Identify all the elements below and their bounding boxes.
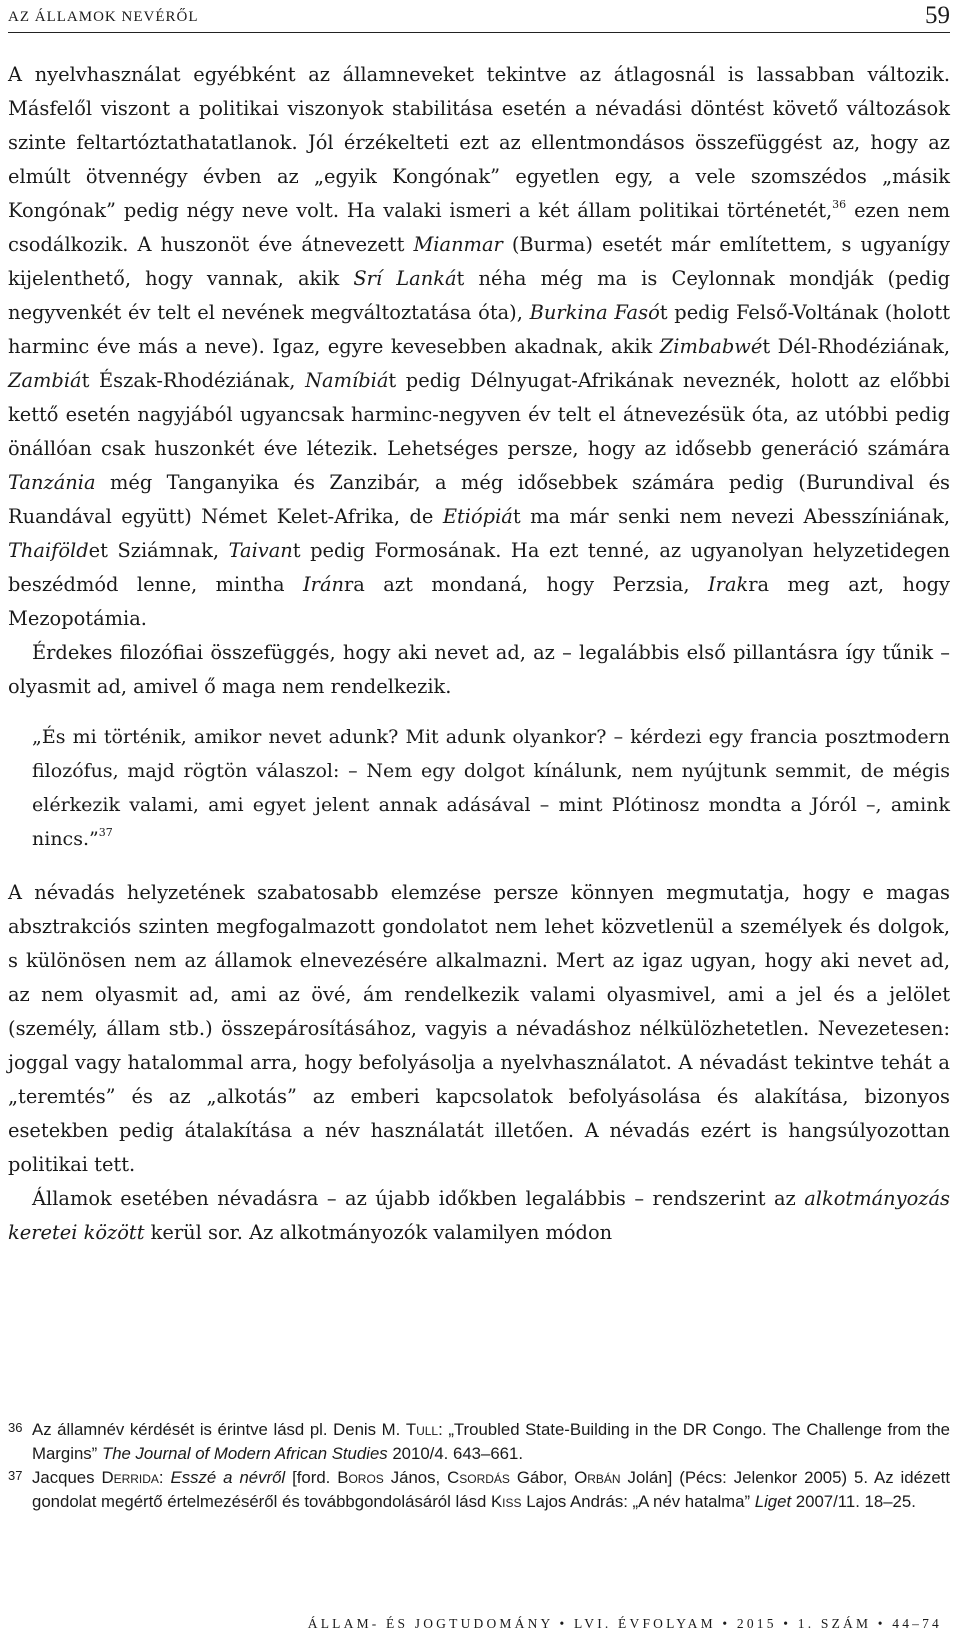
text-run: Lajos András: „A név hatalma” bbox=[521, 1492, 755, 1511]
text-run: Jolán] (Pécs: Jelenkor 2005) 5. Az idézett gondolat megértő értelmezéséről és továbbgondolásáról lásd bbox=[32, 1468, 950, 1511]
text-run: t Észak-Rhodéziának, bbox=[81, 369, 306, 392]
country-name-italic: Mianmar bbox=[413, 233, 503, 256]
page-header bbox=[8, 2, 950, 33]
country-name-italic: Irak bbox=[708, 573, 749, 596]
text-run: ra azt mondaná, hogy Perzsia, bbox=[344, 573, 708, 596]
text-run: : „Troubled State-Building in the DR Congo. The Challenge from the Margins” bbox=[32, 1420, 950, 1463]
country-name-italic: Namíbiá bbox=[305, 369, 389, 392]
country-name-italic: Irán bbox=[303, 573, 344, 596]
block-quote bbox=[32, 720, 950, 856]
text-run: et Sziámnak, bbox=[88, 539, 229, 562]
text-run: még Tanganyika és Zanzibár, a még idősebbek számára pedig (Burundival és Ruandával együtt) Német Kelet-Afrika, de bbox=[8, 471, 950, 528]
footnote-number: 37 bbox=[8, 1468, 23, 1483]
journal-title: Liget bbox=[754, 1492, 792, 1511]
country-name-italic: Burkina Fasó bbox=[529, 301, 660, 324]
text-run: Államok esetében névadásra – az újabb időkben legalábbis – rendszerint az bbox=[32, 1187, 805, 1210]
text-run: (Burma) esetét már említettem, s ugyanígy kijelenthető, hogy vannak, akik bbox=[8, 233, 950, 290]
translator-smallcaps: Orbán bbox=[574, 1468, 621, 1487]
text-run: ra meg azt, hogy Mezopotámia. bbox=[8, 573, 951, 630]
text-run: János, bbox=[383, 1468, 448, 1487]
journal-title: The Journal of Modern African Studies bbox=[101, 1444, 388, 1463]
spacer bbox=[8, 856, 950, 876]
author-smallcaps: Tull bbox=[405, 1420, 439, 1439]
paragraph-3: A névadás helyzetének szabatosabb elemzése persze könnyen megmutatja, hogy e magas absztrakciós szinten megfogalmazott gondolatot nem lehet közvetlenül a személyek és dolgok, s különösen nem az államok elnevezésére alkalmazni. Mert az igaz ugyan, hogy aki nevet ad, az nem olyasmit ad, ami az övé, ám rendelkezik valami olyasmivel, ami a jel és a jelölet (személy, állam stb.) összepárosításához, vagyis a névadáshoz nélkülözhetetlen. Nevezetesen: joggal vagy hatalommal arra, hogy befolyásolja a nyelvhasználatot. A névadást tekintve tehát a „teremtés” és az „alkotás” az emberi kapcsolatok befolyásolása és alakítása, bizonyos esetekben pedig átalakítása a név használatát illetően. A névadás ezért is hangsúlyozottan politikai tett. bbox=[8, 881, 950, 1176]
text-run: t pedig Délnyugat-Afrikának neveznék, holott az előbbi kettő esetén nagyjából ugyancsak harminc-negyven év telt el átnevezésük óta, az utóbbi pedig önállóan csak huszonkét éve létezik. Lehetséges persze, hogy az idősebb generáció számára bbox=[8, 369, 950, 460]
main-text bbox=[8, 58, 950, 1250]
country-name-italic: Taivan bbox=[228, 539, 293, 562]
text-run: 2010/4. 643–661. bbox=[387, 1444, 523, 1463]
footnote-number: 36 bbox=[8, 1420, 23, 1435]
author-smallcaps: Kiss bbox=[490, 1492, 522, 1511]
text-run: kerül sor. Az alkotmányozók valamilyen módon bbox=[144, 1221, 613, 1244]
footnote-36 bbox=[8, 1418, 950, 1466]
country-name-italic: Srí Lanká bbox=[353, 267, 457, 290]
text-run: t pedig Formosának. Ha ezt tenné, az ugyanolyan helyzetidegen beszédmód lenne, mintha bbox=[8, 539, 950, 596]
text-run: t ma már senki nem nevezi Abesszíniának, bbox=[512, 505, 950, 528]
text-run: : bbox=[158, 1468, 171, 1487]
text-run: 2007/11. 18–25. bbox=[791, 1492, 916, 1511]
text-run: t Dél-Rhodéziának, bbox=[762, 335, 950, 358]
text-run: t néha még ma is Ceylonnak mondják (pedig negyvenkét év telt el nevének megváltoztatása óta), bbox=[8, 267, 950, 324]
text-run: Gábor, bbox=[509, 1468, 575, 1487]
paragraph-4 bbox=[8, 1182, 950, 1250]
translator-smallcaps: Csordás bbox=[447, 1468, 510, 1487]
country-name-italic: Zimbabwé bbox=[659, 335, 763, 358]
footnote-ref-37[interactable]: 37 bbox=[98, 826, 113, 839]
journal-footer: ÁLLAM- ÉS JOGTUDOMÁNY • LVI. ÉVFOLYAM • 2015 • 1. SZÁM • 44–74 bbox=[307, 1616, 942, 1631]
book-title: Esszé a névről bbox=[170, 1468, 286, 1487]
text-run: A nyelvhasználat egyébként az államneveket tekintve az átlagosnál is lassabban változik. Másfelől viszont a politikai viszonyok stabilitása esetén a névadási döntést követő változások szinte feltartóztathatatlanok. Jól érzékelteti ezt az ellentmondásos összefüggést az, hogy az elmúlt ötvennégy évben az „egyik Kongónak” egyetlen egy, a vele szomszédos „másik Kongónak” pedig négy neve volt. Ha valaki ismeri a két állam politikai történetét, bbox=[8, 63, 950, 222]
page-number: 59 bbox=[925, 2, 950, 29]
text-run: t pedig Felső-Voltának (holott harminc éve más a neve). Igaz, egyre kevesebben akadnak, akik bbox=[8, 301, 950, 358]
footnotes bbox=[8, 1418, 950, 1514]
translator-smallcaps: Boros bbox=[337, 1468, 384, 1487]
text-run: Jacques bbox=[32, 1468, 102, 1487]
country-name-italic: Thaiföld bbox=[8, 539, 89, 562]
country-name-italic: Etiópiá bbox=[442, 505, 513, 528]
text-run: Az államnév kérdését is érintve lásd pl. Denis M. bbox=[32, 1420, 406, 1439]
footnote-37 bbox=[8, 1466, 950, 1514]
country-name-italic: Tanzánia bbox=[8, 471, 96, 494]
text-run: ezen nem csodálkozik. A huszonöt éve átnevezett bbox=[8, 199, 950, 256]
quote-text: „És mi történik, amikor nevet adunk? Mit adunk olyankor? – kérdezi egy francia posztmodern filozófus, majd rögtön válaszol: – Nem egy dolgot kínálunk, nem nyújtunk semmit, de mégis elérkezik valami, ami egyet jelent annak adásával – mint Plótinosz mondta a Jóról –, amink nincs.” bbox=[32, 726, 950, 850]
country-name-italic: Zambiá bbox=[8, 369, 82, 392]
paragraph-2: Érdekes filozófiai összefüggés, hogy aki nevet ad, az – legalábbis első pillantásra így tűnik – olyasmit ad, amivel ő maga nem rendelkezik. bbox=[8, 641, 950, 698]
footnote-ref-36[interactable]: 36 bbox=[832, 198, 847, 211]
paragraph-1 bbox=[8, 58, 950, 636]
text-run: [ford. bbox=[285, 1468, 338, 1487]
emphasis-italic: alkotmányozás keretei között bbox=[8, 1187, 950, 1244]
running-head: AZ ÁLLAMOK NEVÉRŐL bbox=[8, 9, 199, 25]
author-smallcaps: Derrida bbox=[101, 1468, 159, 1487]
